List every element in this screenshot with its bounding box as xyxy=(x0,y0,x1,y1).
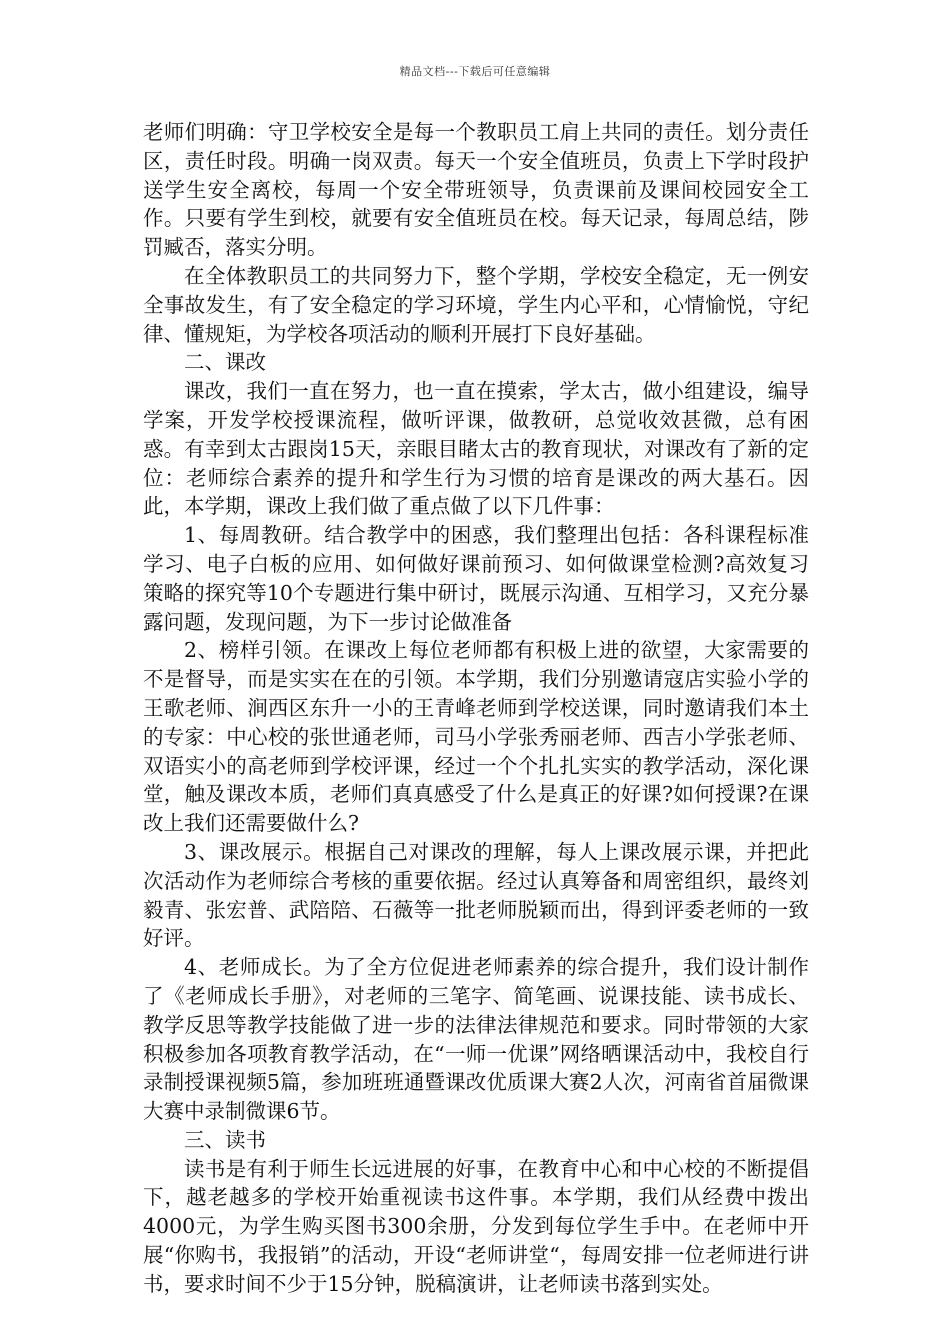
paragraph-teacher-growth: 4、老师成长。为了全方位促进老师素养的综合提升，我们设计制作了《老师成长手册》，对老师的三笔字、简笔画、说课技能、读书成长、教学反思等教学技能做了进一步的法律法律规范和要求。同时带领的大家积极参加各项教育教学活动，在“一师一优课”网络晒课活动中，我校自行录制授课视频5篇，参加班班通暨课改优质课大赛2人次，河南省首届微课大赛中录制微课6节。 xyxy=(143,955,809,1124)
paragraph-role-model: 2、榜样引领。在课改上每位老师都有积极上进的欲望，大家需要的不是督导，而是实实在在的引领。本学期，我们分别邀请寇店实验小学的王歌老师、涧西区东升一小的王青峰老师到学校送课，同时邀请我们本土的专家：中心校的张世通老师，司马小学张秀丽老师、西吉小学张老师、双语实小的高老师到学校评课，经过一个个扎扎实实的教学活动，深化课堂，触及课改本质，老师们真真感受了什么是真正的好课?如何授课?在课改上我们还需要做什么? xyxy=(143,638,809,836)
section-heading-curriculum-reform: 二、课改 xyxy=(184,350,266,375)
document-body xyxy=(143,118,809,1299)
page-header: 精品文档---下载后可任意编辑 xyxy=(399,65,551,78)
paragraph-safety-duty: 老师们明确：守卫学校安全是每一个教职员工肩上共同的责任。划分责任区，责任时段。明确一岗双责。每天一个安全值班员，负责上下学时段护送学生安全离校，每周一个安全带班领导，负责课前及课间校园安全工作。只要有学生到校，就要有安全值班员在校。每天记录，每周总结，陟罚臧否，落实分明。 xyxy=(143,120,809,260)
paragraph-reform-showcase: 3、课改展示。根据自己对课改的理解，每人上课改展示课，并把此次活动作为老师综合考核的重要依据。经过认真筹备和周密组织，最终刘毅青、张宏普、武陪陪、石薇等一批老师脱颖而出，得到评委老师的一致好评。 xyxy=(143,839,809,951)
section-heading-reading: 三、读书 xyxy=(184,1127,266,1152)
paragraph-safety-result: 在全体教职员工的共同努力下，整个学期，学校安全稳定，无一例安全事故发生，有了安全稳定的学习环境，学生内心平和，心情愉悦，守纪律、懂规矩，为学校各项活动的顺利开展打下良好基础。 xyxy=(143,263,809,346)
paragraph-weekly-research: 1、每周教研。结合教学中的困惑，我们整理出包括：各科课程标准学习、电子白板的应用、如何做好课前预习、如何做课堂检测?高效复习策略的探究等10个专题进行集中研讨，既展示沟通、互相学习，又充分暴露问题，发现问题，为下一步讨论做准备 xyxy=(143,523,809,634)
paragraph-reform-intro: 课改，我们一直在努力，也一直在摸索，学太古，做小组建设，编导学案，开发学校授课流程，做听评课，做教研，总觉收效甚微，总有困惑。有幸到太古跟岗15天，亲眼目睹太古的教育现状，对课改有了新的定位：老师综合素养的提升和学生行为习惯的培育是课改的两大基石。因此，本学期，课改上我们做了重点做了以下几件事： xyxy=(143,379,809,519)
paragraph-reading: 读书是有利于师生长远进展的好事，在教育中心和中心校的不断提倡下，越老越多的学校开始重视读书这件事。本学期，我们从经费中拨出4000元，为学生购买图书300余册，分发到每位学生手中。在老师中开展“你购书，我报销”的活动，开设“老师讲堂“，每周安排一位老师进行讲书，要求时间不少于15分钟，脱稿演讲，让老师读书落到实处。 xyxy=(143,1156,809,1296)
